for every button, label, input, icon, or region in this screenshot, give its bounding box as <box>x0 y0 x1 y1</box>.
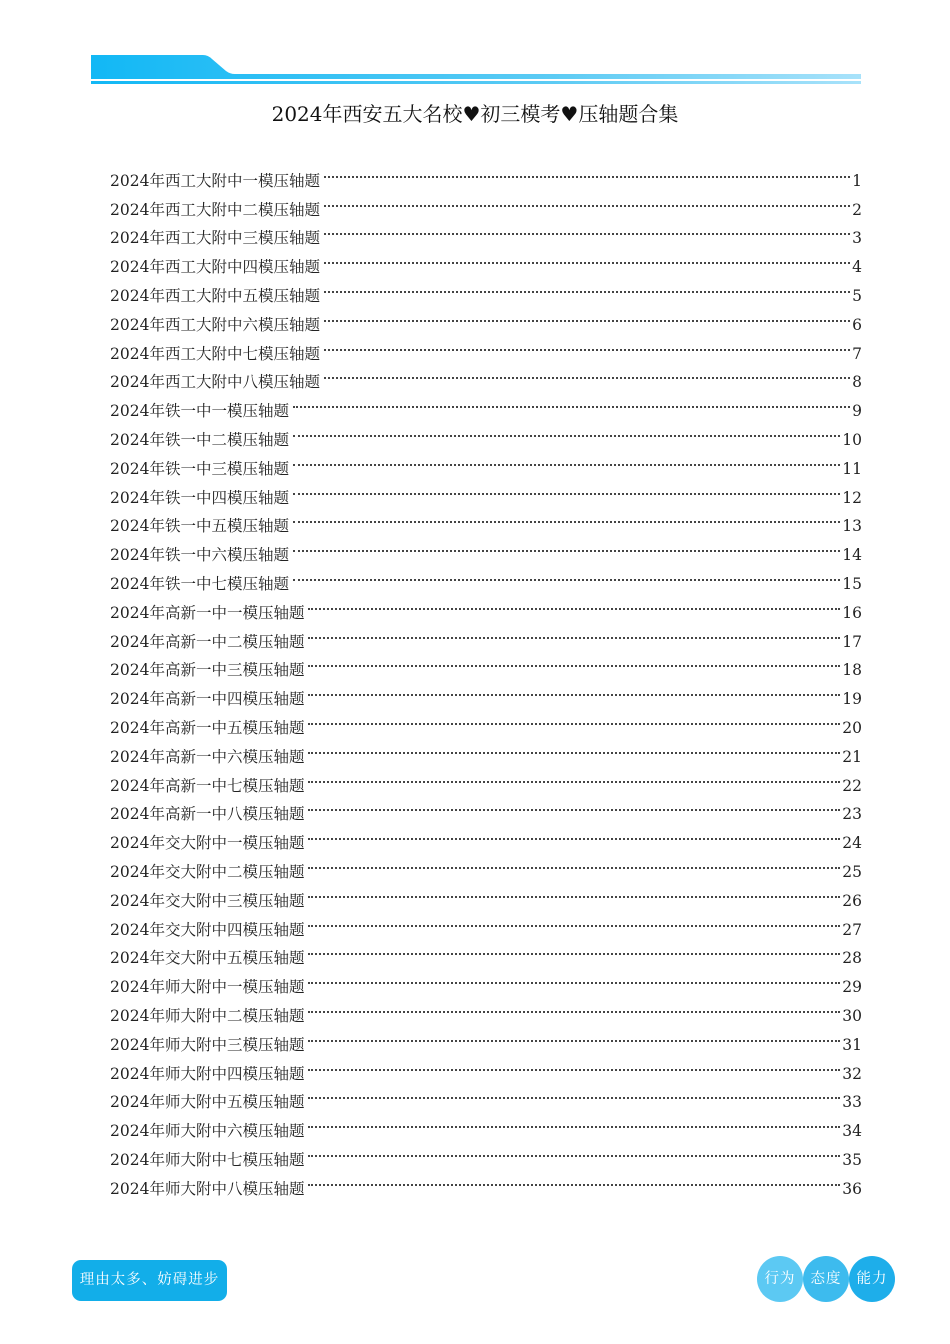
toc-entry-label: 2024年铁一中三模压轴题 <box>110 459 289 478</box>
toc-entry-label: 2024年高新一中三模压轴题 <box>110 661 305 680</box>
toc-entry-label: 2024年交大附中三模压轴题 <box>110 891 305 910</box>
toc-entry-label: 2024年师大附中六模压轴题 <box>110 1122 305 1141</box>
toc-dot-leader <box>308 992 840 1021</box>
toc-entry-label: 2024年铁一中一模压轴题 <box>110 402 289 421</box>
header-decoration-bar <box>91 55 861 85</box>
toc-dot-leader <box>308 819 840 848</box>
toc-dot-leader <box>308 1079 840 1108</box>
footer-slogan-badge: 理由太多、妨碍进步 <box>72 1260 227 1301</box>
toc-entry-page-number: 6 <box>852 315 862 334</box>
toc-entry-label: 2024年铁一中二模压轴题 <box>110 430 289 449</box>
toc-dot-leader <box>293 387 850 416</box>
toc-dot-leader <box>324 215 850 244</box>
toc-entry-label: 2024年西工大附中三模压轴题 <box>110 229 320 248</box>
toc-entry-label: 2024年高新一中二模压轴题 <box>110 632 305 651</box>
toc-entry-page-number: 22 <box>842 776 862 795</box>
toc-entry-label: 2024年西工大附中六模压轴题 <box>110 315 320 334</box>
toc-dot-leader <box>308 1107 840 1136</box>
toc-dot-leader <box>324 359 850 388</box>
toc-dot-leader <box>308 1021 840 1050</box>
toc-entry[interactable] <box>110 157 862 190</box>
toc-dot-leader <box>308 935 840 964</box>
toc-entry-page-number: 34 <box>842 1122 862 1141</box>
toc-dot-leader <box>293 560 840 589</box>
toc-dot-leader <box>308 906 840 935</box>
toc-entry-label: 2024年高新一中五模压轴题 <box>110 718 305 737</box>
toc-dot-leader <box>293 531 840 560</box>
toc-dot-leader <box>308 848 840 877</box>
table-of-contents <box>110 157 862 1198</box>
toc-dot-leader <box>324 157 850 186</box>
toc-entry-label: 2024年师大附中八模压轴题 <box>110 1179 305 1198</box>
toc-dot-leader <box>324 330 850 359</box>
toc-entry-page-number: 3 <box>852 229 862 248</box>
toc-entry-label: 2024年师大附中三模压轴题 <box>110 1035 305 1054</box>
toc-entry-label: 2024年高新一中七模压轴题 <box>110 776 305 795</box>
toc-entry-page-number: 11 <box>842 459 862 478</box>
toc-entry-label: 2024年师大附中五模压轴题 <box>110 1093 305 1112</box>
toc-dot-leader <box>308 1165 840 1194</box>
toc-dot-leader <box>308 1050 840 1079</box>
toc-entry-page-number: 16 <box>842 603 862 622</box>
toc-dot-leader <box>308 589 840 618</box>
toc-entry-page-number: 32 <box>842 1064 862 1083</box>
toc-entry-page-number: 5 <box>852 286 862 305</box>
toc-entry-page-number: 12 <box>842 488 862 507</box>
toc-entry-label: 2024年交大附中四模压轴题 <box>110 920 305 939</box>
toc-entry-page-number: 26 <box>842 891 862 910</box>
toc-dot-leader <box>293 445 840 474</box>
toc-entry-page-number: 9 <box>852 402 862 421</box>
toc-entry-label: 2024年西工大附中七模压轴题 <box>110 344 320 363</box>
toc-entry-page-number: 24 <box>842 834 862 853</box>
toc-entry-page-number: 28 <box>842 949 862 968</box>
toc-dot-leader <box>293 416 840 445</box>
toc-entry-label: 2024年铁一中七模压轴题 <box>110 574 289 593</box>
toc-entry-label: 2024年交大附中一模压轴题 <box>110 834 305 853</box>
toc-entry-page-number: 18 <box>842 661 862 680</box>
toc-dot-leader <box>308 704 840 733</box>
toc-entry-page-number: 35 <box>842 1150 862 1169</box>
toc-entry-page-number: 13 <box>842 517 862 536</box>
toc-entry-label: 2024年交大附中二模压轴题 <box>110 862 305 881</box>
toc-entry-page-number: 14 <box>842 546 862 565</box>
toc-entry-label: 2024年铁一中五模压轴题 <box>110 517 289 536</box>
toc-entry-page-number: 30 <box>842 1006 862 1025</box>
footer-circle-behavior: 行为 <box>757 1256 803 1302</box>
toc-entry-page-number: 25 <box>842 862 862 881</box>
toc-dot-leader <box>324 186 850 215</box>
toc-entry-page-number: 29 <box>842 978 862 997</box>
toc-dot-leader <box>324 301 850 330</box>
toc-dot-leader <box>308 618 840 647</box>
toc-entry-page-number: 7 <box>852 344 862 363</box>
document-title: 2024年西安五大名校♥初三模考♥压轴题合集 <box>271 102 679 126</box>
toc-entry-label: 2024年西工大附中四模压轴题 <box>110 258 320 277</box>
toc-dot-leader <box>293 474 840 503</box>
toc-entry-page-number: 19 <box>842 690 862 709</box>
toc-entry-label: 2024年师大附中七模压轴题 <box>110 1150 305 1169</box>
toc-entry-page-number: 15 <box>842 574 862 593</box>
toc-entry-page-number: 36 <box>842 1179 862 1198</box>
toc-entry-page-number: 10 <box>842 430 862 449</box>
toc-entry-page-number: 1 <box>852 171 862 190</box>
toc-entry-label: 2024年铁一中四模压轴题 <box>110 488 289 507</box>
toc-entry-page-number: 27 <box>842 920 862 939</box>
toc-entry-label: 2024年师大附中四模压轴题 <box>110 1064 305 1083</box>
toc-entry-label: 2024年高新一中六模压轴题 <box>110 747 305 766</box>
toc-dot-leader <box>324 243 850 272</box>
toc-dot-leader <box>293 503 840 532</box>
toc-dot-leader <box>308 791 840 820</box>
toc-dot-leader <box>308 675 840 704</box>
toc-entry-page-number: 4 <box>852 258 862 277</box>
toc-entry-label: 2024年师大附中二模压轴题 <box>110 1006 305 1025</box>
toc-entry-page-number: 8 <box>852 373 862 392</box>
footer-circle-ability: 能力 <box>849 1256 895 1302</box>
toc-entry-page-number: 21 <box>842 747 862 766</box>
toc-entry-page-number: 23 <box>842 805 862 824</box>
toc-entry-page-number: 2 <box>852 200 862 219</box>
toc-entry-page-number: 17 <box>842 632 862 651</box>
footer-circle-attitude: 态度 <box>803 1256 849 1302</box>
toc-entry-label: 2024年师大附中一模压轴题 <box>110 978 305 997</box>
toc-entry-page-number: 20 <box>842 718 862 737</box>
toc-dot-leader <box>324 272 850 301</box>
toc-dot-leader <box>308 647 840 676</box>
toc-entry-label: 2024年高新一中四模压轴题 <box>110 690 305 709</box>
toc-entry-label: 2024年西工大附中五模压轴题 <box>110 286 320 305</box>
toc-entry-label: 2024年交大附中五模压轴题 <box>110 949 305 968</box>
toc-entry-page-number: 31 <box>842 1035 862 1054</box>
toc-dot-leader <box>308 877 840 906</box>
footer-circles <box>757 1256 895 1302</box>
toc-dot-leader <box>308 733 840 762</box>
toc-entry-label: 2024年铁一中六模压轴题 <box>110 546 289 565</box>
toc-entry-label: 2024年高新一中一模压轴题 <box>110 603 305 622</box>
toc-entry-page-number: 33 <box>842 1093 862 1112</box>
toc-entry-label: 2024年西工大附中八模压轴题 <box>110 373 320 392</box>
toc-dot-leader <box>308 1136 840 1165</box>
toc-entry-label: 2024年西工大附中二模压轴题 <box>110 200 320 219</box>
toc-dot-leader <box>308 762 840 791</box>
toc-entry-label: 2024年高新一中八模压轴题 <box>110 805 305 824</box>
toc-entry-label: 2024年西工大附中一模压轴题 <box>110 171 320 190</box>
toc-dot-leader <box>308 963 840 992</box>
